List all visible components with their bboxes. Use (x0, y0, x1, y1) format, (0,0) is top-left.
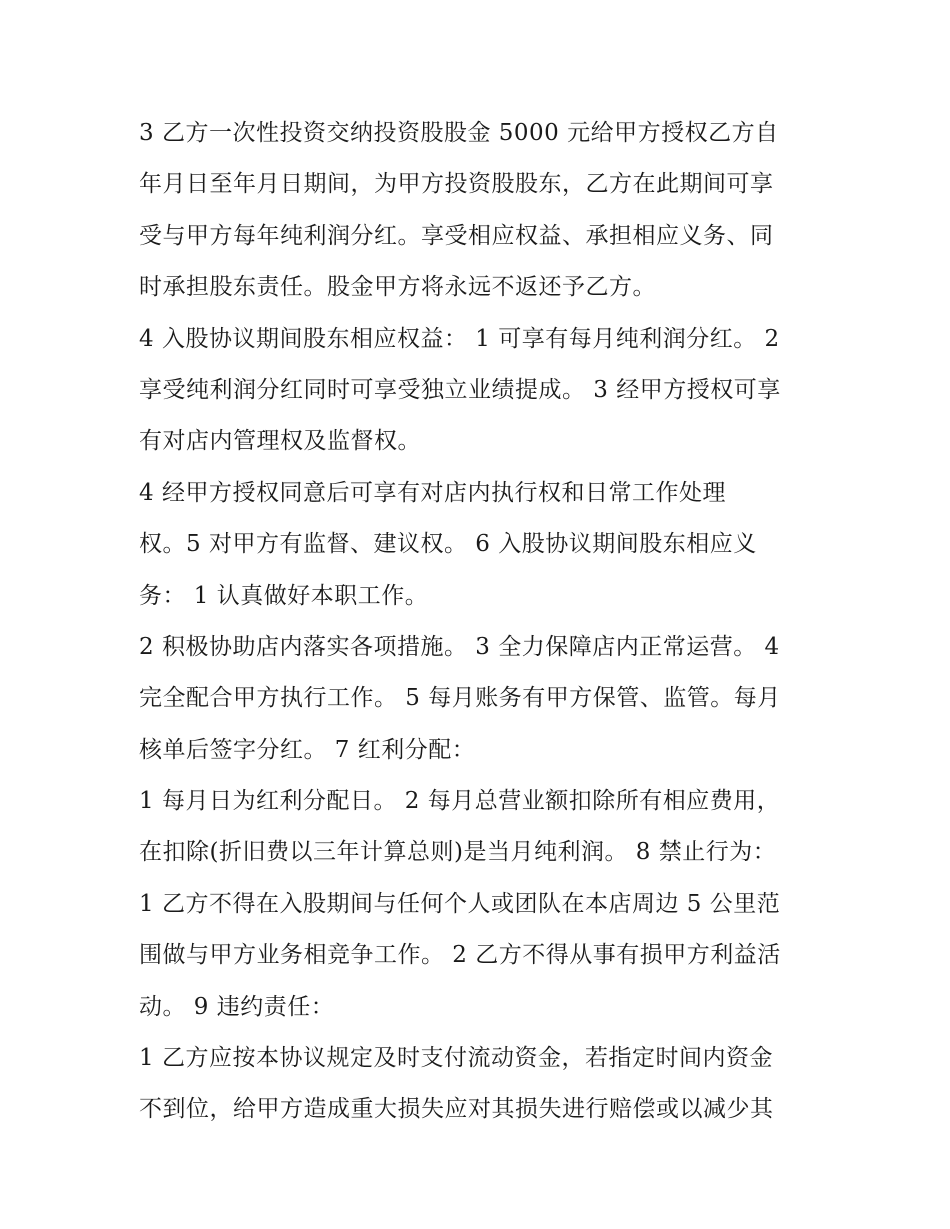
text-line: 在扣除(折旧费以三年计算总则)是当月纯利润。 8 禁止行为： (139, 839, 777, 866)
text-line: 受与甲方每年纯利润分红。享受相应权益、承担相应义务、同 (139, 222, 774, 249)
text-line: 有对店内管理权及监督权。 (139, 428, 421, 455)
text-line: 不到位，给甲方造成重大损失应对其损失进行赔偿或以减少其 (139, 1096, 774, 1123)
text-line: 务： 1 认真做好本职工作。 (139, 582, 429, 609)
text-line: 完全配合甲方执行工作。 5 每月账务有甲方保管、监管。每月 (139, 685, 781, 712)
text-line: 围做与甲方业务相竞争工作。 2 乙方不得从事有损甲方利益活 (139, 942, 781, 969)
text-line: 1 乙方应按本协议规定及时支付流动资金，若指定时间内资金 (139, 1045, 773, 1072)
text-line: 时承担股东责任。股金甲方将永远不返还予乙方。 (139, 274, 656, 301)
text-line: 4 经甲方授权同意后可享有对店内执行权和日常工作处理 (139, 479, 726, 506)
text-line: 年月日至年月日期间，为甲方投资股股东，乙方在此期间可享 (139, 171, 774, 198)
text-line: 核单后签字分红。 7 红利分配： (139, 736, 476, 763)
text-line: 1 每月日为红利分配日。 2 每月总营业额扣除所有相应费用， (139, 788, 781, 815)
text-line: 4 入股协议期间股东相应权益： 1 可享有每月纯利润分红。 2 (139, 325, 780, 352)
text-line: 享受纯利润分红同时可享受独立业绩提成。 3 经甲方授权可享 (139, 376, 781, 403)
text-line: 权。5 对甲方有监督、建议权。 6 入股协议期间股东相应义 (139, 531, 757, 558)
text-line: 动。 9 违约责任： (139, 993, 335, 1020)
document-body (139, 108, 829, 1136)
text-line: 3 乙方一次性投资交纳投资股股金 5000 元给甲方授权乙方自 (139, 120, 779, 146)
text-line: 1 乙方不得在入股期间与任何个人或团队在本店周边 5 公里范 (139, 890, 781, 917)
text-line: 2 积极协助店内落实各项措施。 3 全力保障店内正常运营。 4 (139, 633, 780, 660)
